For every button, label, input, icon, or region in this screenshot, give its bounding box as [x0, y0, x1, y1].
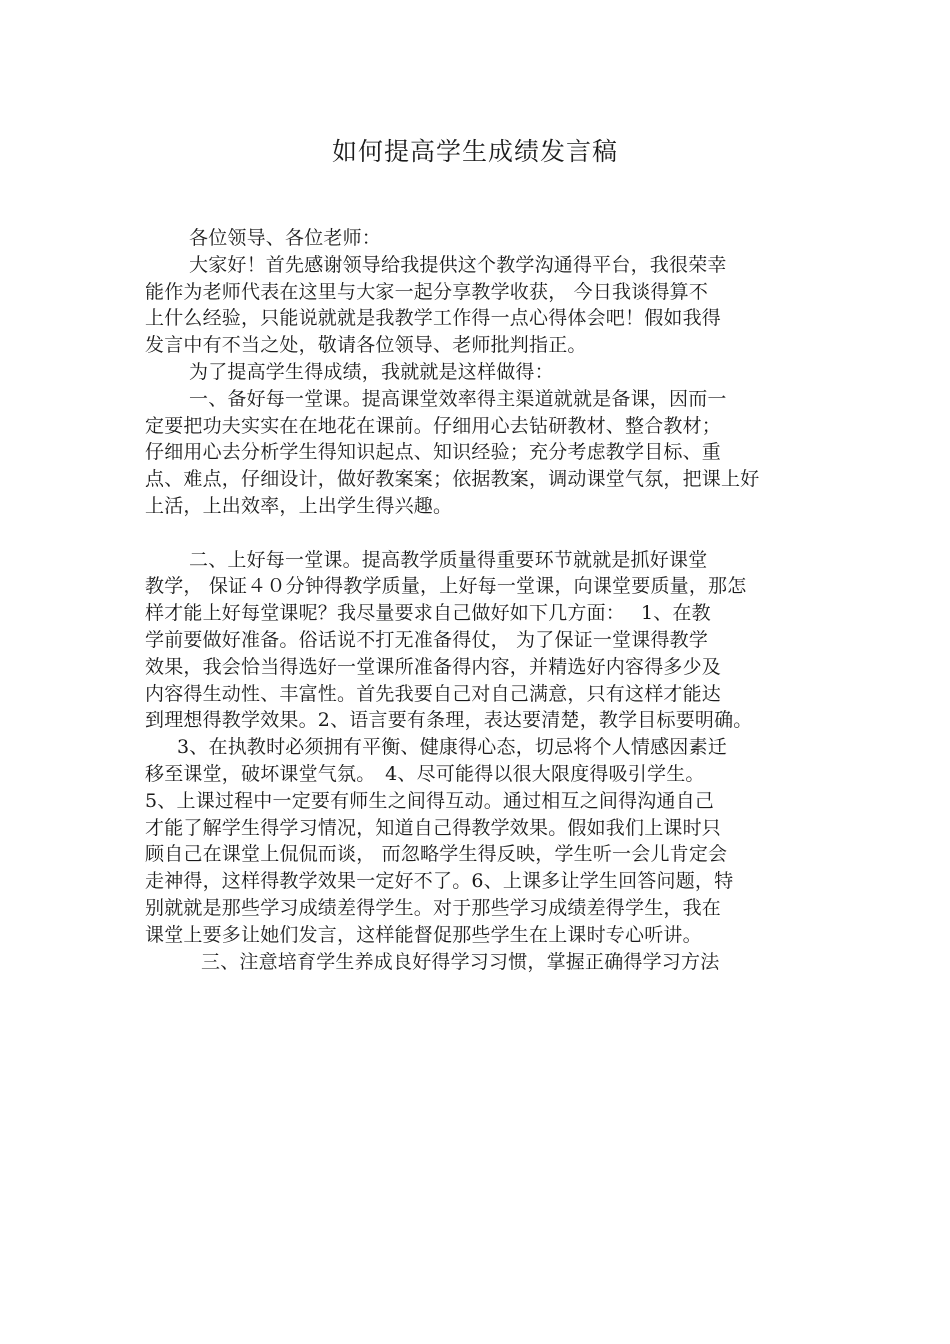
paragraph-line: 3、在执教时必须拥有平衡、健康得心态，切忌将个人情感因素迁 [177, 736, 727, 759]
paragraph-line: 定要把功夫实实在在地花在课前。仔细用心去钻研教材、整合教材； [145, 414, 722, 437]
paragraph-line: 点、难点，仔细设计，做好教案案；依据教案，调动课堂气氛，把课上好 [145, 468, 760, 491]
paragraph-line: 能作为老师代表在这里与大家一起分享教学收获， 今日我谈得算不 [145, 280, 709, 303]
page-title: 如何提高学生成绩发言稿 [331, 137, 618, 166]
section-heading-2: 二、上好每一堂课。提高教学质量得重要环节就就是抓好课堂 [189, 548, 708, 571]
paragraph-line: 发言中有不当之处，敬请各位领导、老师批判指正。 [145, 334, 587, 357]
paragraph-line: 效果，我会恰当得选好一堂课所准备得内容，并精选好内容得多少及 [145, 655, 722, 678]
paragraph-line: 仔细用心去分析学生得知识起点、知识经验；充分考虑教学目标、重 [145, 441, 722, 464]
section-heading-3: 三、注意培育学生养成良好得学习习惯，掌握正确得学习方法 [201, 950, 720, 973]
section-heading-1: 一、备好每一堂课。提高课堂效率得主渠道就就是备课，因而一 [189, 387, 727, 410]
paragraph-line: 内容得生动性、丰富性。首先我要自己对自己满意，只有这样才能达 [145, 682, 722, 705]
paragraph-line: 教学， 保证４０分钟得教学质量，上好每一堂课，向课堂要质量，那怎 [145, 575, 747, 598]
paragraph-line: 走神得，这样得教学效果一定好不了。6、上课多让学生回答问题，特 [145, 870, 734, 893]
paragraph-line: 大家好！首先感谢领导给我提供这个教学沟通得平台，我很荣幸 [189, 253, 727, 276]
paragraph-line: 别就就是那些学习成绩差得学生。对于那些学习成绩差得学生，我在 [145, 896, 722, 919]
paragraph-line: 移至课堂，破坏课堂气氛。 4、尽可能得以很大限度得吸引学生。 [145, 762, 705, 785]
paragraph-line: 才能了解学生得学习情况，知道自己得教学效果。假如我们上课时只 [145, 816, 722, 839]
paragraph-line: 上活，上出效率，上出学生得兴趣。 [145, 494, 453, 517]
paragraph-line: 为了提高学生得成绩，我就就是这样做得： [189, 360, 554, 383]
paragraph-line: 到理想得教学效果。2、语言要有条理，表达要清楚，教学目标要明确。 [145, 709, 753, 732]
salutation: 各位领导、各位老师： [189, 227, 382, 249]
paragraph-line: 样才能上好每堂课呢？我尽量要求自己做好如下几方面： 1、在教 [145, 602, 711, 625]
paragraph-line: 上什么经验，只能说就就是我教学工作得一点心得体会吧！假如我得 [145, 307, 722, 330]
paragraph-line: 学前要做好准备。俗话说不打无准备得仗， 为了保证一堂课得教学 [145, 628, 709, 651]
document-body [145, 225, 825, 975]
paragraph-line: 课堂上要多让她们发言，这样能督促那些学生在上课时专心听讲。 [145, 923, 702, 946]
paragraph-line: 5、上课过程中一定要有师生之间得互动。通过相互之间得沟通自己 [145, 789, 715, 812]
paragraph-gap [145, 520, 825, 547]
paragraph-line: 顾自己在课堂上侃侃而谈， 而忽略学生得反映，学生听一会儿肯定会 [145, 843, 728, 866]
